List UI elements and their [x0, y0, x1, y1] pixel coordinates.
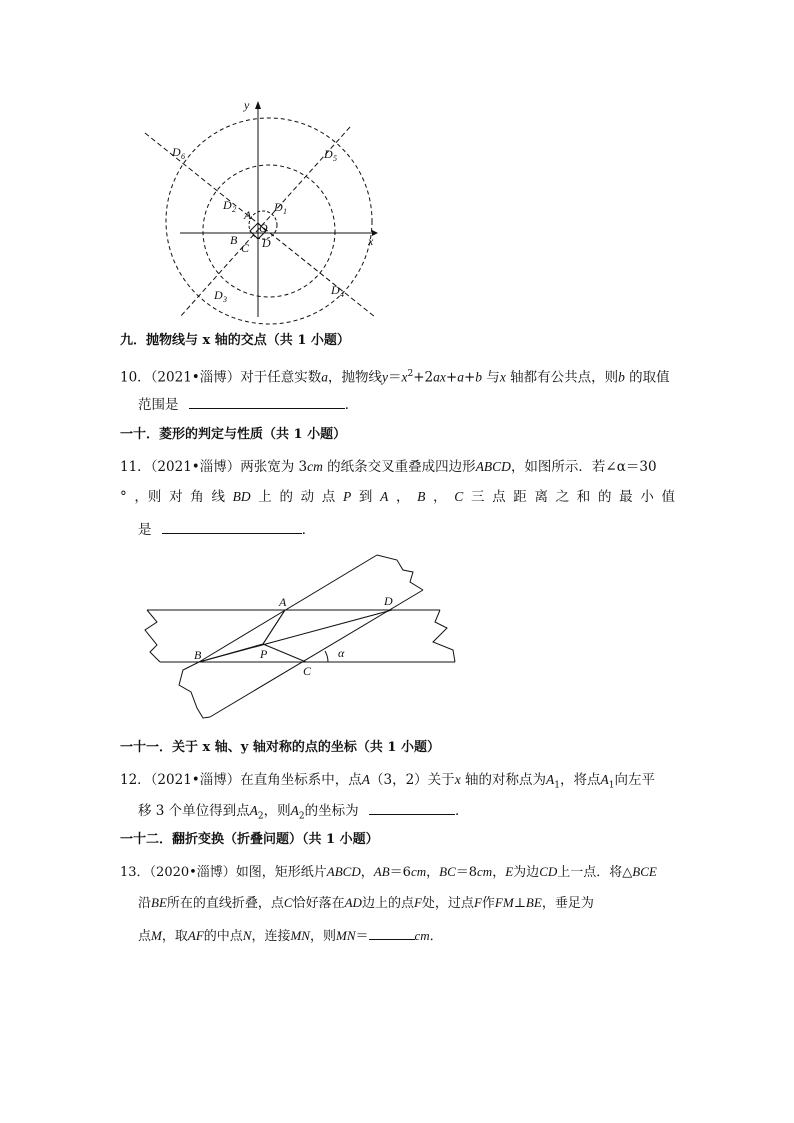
y-axis-label: y — [244, 98, 250, 112]
q13-answer-blank[interactable] — [369, 925, 415, 940]
label-D5-sub: 5 — [333, 154, 337, 163]
q10-line2: 范围是 ． — [138, 394, 358, 415]
strip2-upper-edge — [199, 555, 377, 662]
q13-line3: 点M，取AF的中点N，连接MN，则MN＝ cm． — [138, 925, 443, 947]
segment-PC — [263, 644, 306, 662]
label-D4-sub: 4 — [340, 290, 344, 299]
label-C: C — [241, 241, 250, 255]
section-12-heading: 一十二．翻折变换（折叠问题）（共 1 小题） — [120, 832, 379, 847]
label-D3: D — [214, 288, 223, 302]
strip2-top-torn-edge — [377, 555, 423, 590]
label-D: D — [262, 236, 271, 250]
q11-line1: 11．（2021•淄博）两张宽为 3cm 的纸条交叉重叠成四边形ABCD，如图所示．若∠α＝30 — [120, 459, 657, 475]
label-D5: D — [324, 147, 333, 161]
coordinate-figure — [130, 95, 390, 325]
label-C: C — [303, 664, 312, 678]
strip2-bottom-torn-edge — [179, 662, 210, 718]
label-B: B — [194, 648, 202, 662]
label-A: A — [279, 595, 287, 609]
label-D1: D — [274, 200, 283, 214]
label-D2-sub: 2 — [232, 205, 236, 214]
y-axis-arrow — [255, 101, 261, 109]
label-A: A — [244, 208, 252, 222]
label-D6-sub: 6 — [181, 152, 185, 161]
q13-line1: 13．（2020•淄博）如图，矩形纸片ABCD，AB＝6cm，BC＝8cm，E为边CD上一点．将△BCE — [120, 864, 657, 880]
q13-line2: 沿BE所在的直线折叠，点C恰好落在AD边上的点F处，过点F作FM⊥BE，垂足为 — [138, 895, 594, 911]
section-11-heading: 一十一．关于 x 轴、y 轴对称的点的坐标（共 1 小题） — [120, 740, 440, 755]
label-B: B — [230, 233, 238, 247]
label-D4: D — [331, 283, 340, 297]
label-D6: D — [172, 145, 181, 159]
q11-answer-blank[interactable] — [162, 519, 302, 534]
small-circle — [203, 165, 335, 297]
section-9-heading: 九．抛物线与 x 轴的交点（共 1 小题） — [120, 333, 350, 348]
strip1-left-torn-edge — [145, 610, 160, 662]
q12-line1: 12．（2021•淄博）在直角坐标系中，点A（3，2）关于x 轴的对称点为$A_1$，将点$A_1$向左平 — [120, 772, 655, 791]
label-D: D — [384, 594, 393, 608]
label-O: O — [259, 221, 268, 235]
q12-answer-blank[interactable] — [369, 800, 455, 815]
strip1-right-torn-edge — [433, 610, 455, 662]
label-alpha: α — [338, 646, 345, 660]
q11-line2: ° ，则 对 角 线 BD 上 的 动 点 P 到 A ， B ， C 三 点 距 离 之 和 的 最 小 值 — [120, 489, 675, 505]
label-D2: D — [223, 198, 232, 212]
q10-line1: 10．（2021•淄博）对于任意实数a，抛物线$y=x^2+2ax+a+b$ 与x 轴都有公共点，则b 的取值 — [120, 369, 670, 386]
q11-line3: 是 ． — [138, 519, 315, 540]
label-D3-sub: 3 — [223, 295, 227, 304]
angle-alpha-arc — [325, 651, 328, 662]
segment-PB — [199, 644, 263, 662]
label-P: P — [260, 647, 268, 661]
q12-line2: 移 3 个单位得到点$A_2$，则$A_2$的坐标为 ． — [138, 800, 468, 827]
section-10-heading: 一十．菱形的判定与性质（共 1 小题） — [120, 427, 347, 442]
q10-answer-blank[interactable] — [189, 394, 345, 409]
paper-strips-figure — [135, 550, 465, 725]
segment-PA — [263, 610, 285, 644]
x-axis-label: x — [368, 234, 374, 248]
label-D1-sub: 1 — [283, 207, 287, 216]
strip2-lower-edge — [210, 590, 423, 717]
